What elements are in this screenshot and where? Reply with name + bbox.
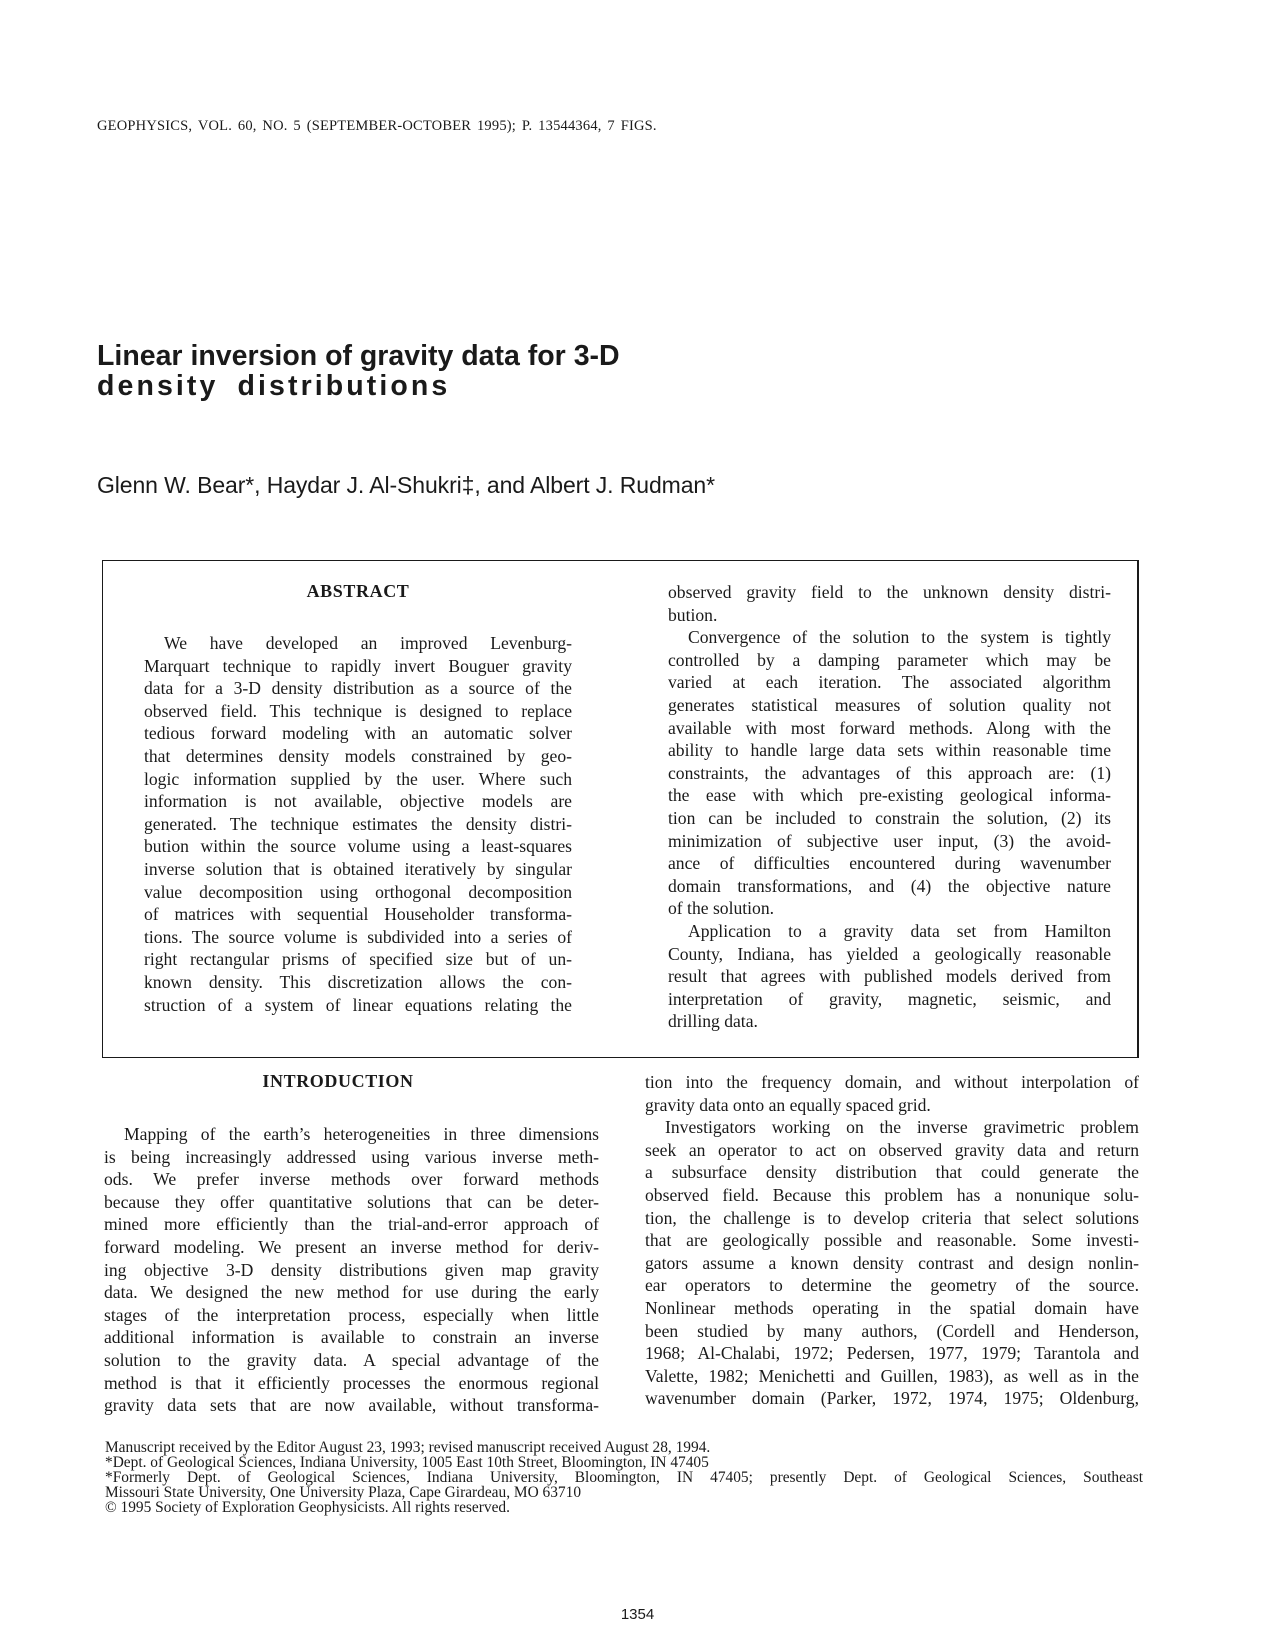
text-line: data for a 3-D density distribution as a source of the	[144, 678, 572, 699]
text-line: observed field. This technique is designed to replace	[144, 700, 572, 721]
text-line: that determines density models constrained by geo-	[144, 745, 572, 766]
page-number: 1354	[620, 1606, 655, 1623]
text-line: We have developed an improved Levenburg-	[164, 633, 572, 653]
affiliation-note: *Dept. of Geological Sciences, Indiana University, 1005 East 10th Street, Bloomington, IN 47405	[105, 1454, 709, 1471]
text-line: Nonlinear methods operating in the spatial domain have	[645, 1297, 1139, 1318]
text-line: ing objective 3-D density distributions given map gravity	[104, 1259, 599, 1280]
text-line: is being increasingly addressed using various inverse meth-	[104, 1146, 599, 1167]
text-line: tedious forward modeling with an automatic solver	[144, 723, 572, 744]
text-line: County, Indiana, has yielded a geologically reasonable	[668, 943, 1111, 964]
text-line: tion into the frequency domain, and without interpolation of	[645, 1072, 1139, 1092]
text-line: controlled by a damping parameter which may be	[668, 649, 1111, 670]
text-line: observed field. Because this problem has a nonunique solu-	[645, 1184, 1139, 1205]
text-line: tion can be included to constrain the solution, (2) its	[668, 807, 1111, 828]
text-line: of matrices with sequential Householder transforma-	[144, 904, 572, 925]
text-line: constraints, the advantages of this approach are: (1)	[668, 762, 1111, 783]
text-line: that are geologically possible and reasonable. Some investi-	[645, 1230, 1139, 1251]
text-line: additional information is available to constrain an inverse	[104, 1327, 599, 1348]
text-line: logic information supplied by the user. Where such	[144, 768, 572, 789]
text-line: seek an operator to act on observed gravity data and return	[645, 1139, 1139, 1160]
text-line: minimization of subjective user input, (3) the avoid-	[668, 830, 1111, 851]
text-line: information is not available, objective models are	[144, 791, 572, 812]
text-line: Marquart technique to rapidly invert Bouguer gravity	[144, 655, 572, 676]
text-line: ability to handle large data sets within reasonable time	[668, 740, 1111, 761]
text-line: right rectangular prisms of specified size but of un-	[144, 949, 572, 970]
text-line: gators assume a known density contrast and design nonlin-	[645, 1252, 1139, 1273]
text-line: been studied by many authors, (Cordell and Henderson,	[645, 1320, 1139, 1341]
text-line: tion, the challenge is to develop criteria that select solutions	[645, 1207, 1139, 1228]
text-line: bution within the source volume using a least-squares	[144, 836, 572, 857]
text-line: stages of the interpretation process, especially when little	[104, 1304, 599, 1325]
author-list: Glenn W. Bear*, Haydar J. Al-Shukri‡, and Albert J. Rudman*	[97, 472, 715, 498]
abstract-heading: ABSTRACT	[306, 581, 410, 601]
introduction-right-column	[645, 1071, 1139, 1410]
introduction-heading: INTRODUCTION	[262, 1071, 414, 1091]
text-line: observed gravity field to the unknown density distri-	[668, 582, 1111, 602]
running-head: GEOPHYSICS, VOL. 60, NO. 5 (SEPTEMBER-OCTOBER 1995); P. 13544364, 7 FIGS.	[97, 118, 657, 134]
text-line: Valette, 1982; Menichetti and Guillen, 1983), as well as in the	[645, 1365, 1139, 1386]
text-line: Convergence of the solution to the system is tightly	[688, 627, 1111, 648]
text-line: ear operators to determine the geometry of the source.	[645, 1275, 1139, 1296]
title-line-2: density distributions	[97, 370, 451, 402]
text-line: because they offer quantitative solutions that can be deter-	[104, 1191, 599, 1212]
text-line: varied at each iteration. The associated algorithm	[668, 672, 1111, 693]
text-line: 1968; Al-Chalabi, 1972; Pedersen, 1977, 1979; Tarantola and	[645, 1343, 1139, 1364]
text-line: result that agrees with published models derived from	[668, 966, 1111, 987]
manuscript-received-note: Manuscript received by the Editor August 23, 1993; revised manuscript received August 28, 1994.	[105, 1439, 711, 1456]
text-line: struction of a system of linear equations relating the	[144, 994, 572, 1015]
text-line: drilling data.	[668, 1011, 758, 1032]
text-line: solution to the gravity data. A special advantage of the	[104, 1349, 599, 1370]
text-line: Mapping of the earth’s heterogeneities in three dimensions	[124, 1124, 599, 1144]
text-line: of the solution.	[668, 898, 775, 919]
abstract-right-column	[668, 581, 1111, 1033]
text-line: wavenumber domain (Parker, 1972, 1974, 1975; Oldenburg,	[645, 1388, 1139, 1409]
text-line: tions. The source volume is subdivided into a series of	[144, 926, 572, 947]
text-line: available with most forward methods. Along with the	[668, 717, 1111, 738]
text-line: ods. We prefer inverse methods over forward methods	[104, 1169, 599, 1190]
text-line: gravity data sets that are now available, without transforma-	[104, 1395, 599, 1416]
text-line: generates statistical measures of solution quality not	[668, 694, 1111, 715]
text-line: interpretation of gravity, magnetic, seismic, and	[668, 988, 1111, 1009]
text-line: ance of difficulties encountered during wavenumber	[668, 853, 1111, 874]
text-line: data. We designed the new method for use during the early	[104, 1282, 599, 1303]
text-line: Investigators working on the inverse gravimetric problem	[665, 1117, 1139, 1138]
text-line: the ease with which pre-existing geological informa-	[668, 785, 1111, 806]
footnotes	[105, 1440, 1143, 1515]
text-line: Application to a gravity data set from Hamilton	[688, 920, 1111, 941]
text-line: method is that it efficiently processes the enormous regional	[104, 1372, 599, 1393]
text-line: gravity data onto an equally spaced grid.	[645, 1094, 931, 1115]
affiliation-note-continued: Missouri State University, One University Plaza, Cape Girardeau, MO 63710	[105, 1484, 582, 1501]
text-line: domain transformations, and (4) the objective nature	[668, 875, 1111, 896]
paper-title	[97, 341, 620, 401]
text-line: a subsurface density distribution that could generate the	[645, 1162, 1139, 1183]
text-line: inverse solution that is obtained iteratively by singular	[144, 858, 572, 879]
title-line-1: Linear inversion of gravity data for 3-D	[97, 340, 620, 372]
affiliation-note: *Formerly Dept. of Geological Sciences, Indiana University, Bloomington, IN 47405; presently Dept. of Geological Sciences, Southeast	[105, 1469, 1143, 1486]
abstract-left-column	[144, 632, 572, 1016]
introduction-left-column	[104, 1123, 599, 1417]
text-line: value decomposition using orthogonal decomposition	[144, 881, 572, 902]
text-line: bution.	[668, 604, 718, 625]
text-line: mined more efficiently than the trial-and-error approach of	[104, 1214, 599, 1235]
text-line: generated. The technique estimates the density distri-	[144, 813, 572, 834]
text-line: forward modeling. We present an inverse method for deriv-	[104, 1236, 599, 1257]
copyright-note: © 1995 Society of Exploration Geophysicists. All rights reserved.	[105, 1499, 510, 1516]
text-line: known density. This discretization allows the con-	[144, 971, 572, 992]
